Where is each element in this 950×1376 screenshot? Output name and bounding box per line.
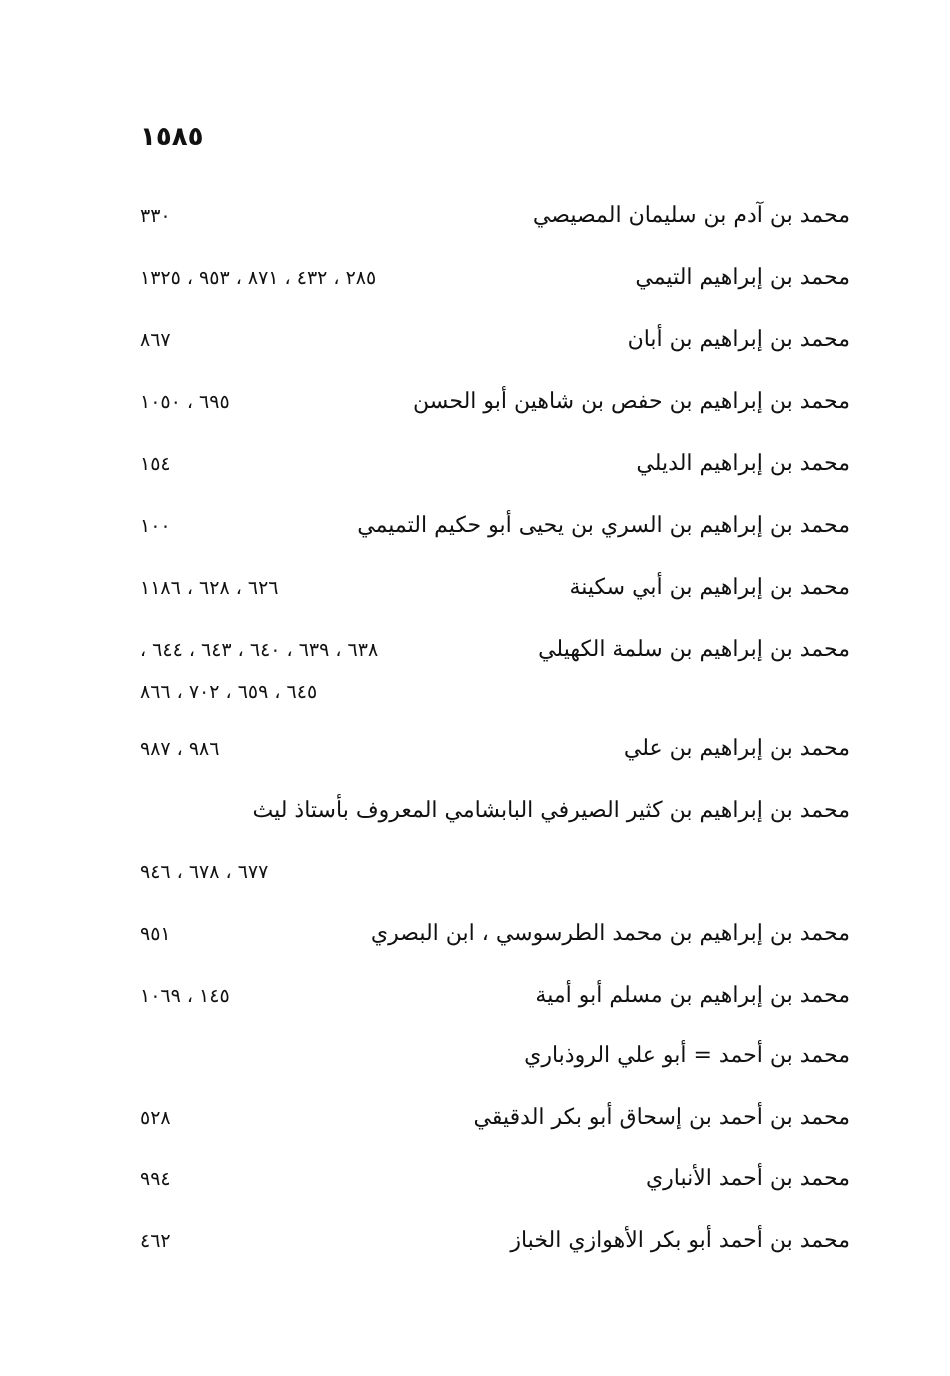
- entry-pages: ٨٦٧: [140, 329, 171, 351]
- entry-name: محمد بن إبراهيم الديلي: [636, 451, 850, 476]
- entry-pages: ٦٩٥ ، ١٠٥٠: [140, 391, 230, 413]
- entry-name: محمد بن إبراهيم بن كثير الصيرفي البابشامي المعروف بأستاذ ليث: [252, 798, 850, 823]
- entry-pages: ٤٦٢: [140, 1230, 171, 1252]
- entry-pages: ٥٢٨: [140, 1107, 171, 1129]
- entry-name: محمد بن أحمد أبو بكر الأهوازي الخباز: [510, 1228, 850, 1253]
- entry-name: محمد بن إبراهيم بن سلمة الكهيلي: [538, 637, 850, 662]
- entry-name: محمد بن إبراهيم بن السري بن يحيى أبو حكيم التميمي: [357, 513, 850, 538]
- entry-pages: ١٤٥ ، ١٠٦٩: [140, 985, 230, 1007]
- entry-name: محمد بن إبراهيم بن علي: [623, 736, 850, 761]
- entry-pages: ٩٥١: [140, 923, 171, 945]
- entry-name: محمد بن أحمد بن إسحاق أبو بكر الدقيقي: [473, 1105, 850, 1130]
- entry-pages: ٣٣٠: [140, 205, 171, 227]
- entry-pages-continued: ٦٤٥ ، ٦٥٩ ، ٧٠٢ ، ٨٦٦: [140, 681, 318, 703]
- entry-pages: ٦٣٨ ، ٦٣٩ ، ٦٤٠ ، ٦٤٣ ، ٦٤٤ ،: [140, 639, 379, 661]
- entry-pages-continued: ٦٧٧ ، ٦٧٨ ، ٩٤٦: [140, 861, 269, 883]
- page-number: ١٥٨٥: [140, 122, 204, 152]
- entry-name: محمد بن إبراهيم بن مسلم أبو أمية: [535, 983, 850, 1008]
- entry-pages: ٩٨٦ ، ٩٨٧: [140, 738, 220, 760]
- entry-name: محمد بن أحمد الأنباري: [645, 1166, 850, 1191]
- entry-pages: ١٠٠: [140, 515, 171, 537]
- entry-name: محمد بن إبراهيم بن محمد الطرسوسي ، ابن البصري: [370, 921, 850, 946]
- entry-name: محمد بن آدم بن سليمان المصيصي: [532, 203, 850, 228]
- entry-pages: ١٥٤: [140, 453, 171, 475]
- entry-name: محمد بن إبراهيم بن أبي سكينة: [569, 575, 850, 600]
- entry-name: محمد بن أحمد = أبو علي الروذباري: [524, 1043, 850, 1068]
- entry-name: محمد بن إبراهيم بن حفص بن شاهين أبو الحسن: [413, 389, 850, 414]
- entry-name: محمد بن إبراهيم التيمي: [635, 265, 850, 290]
- entry-pages: ٢٨٥ ، ٤٣٢ ، ٨٧١ ، ٩٥٣ ، ١٣٢٥: [140, 267, 377, 289]
- entry-name: محمد بن إبراهيم بن أبان: [627, 327, 850, 352]
- entry-pages: ٦٢٦ ، ٦٢٨ ، ١١٨٦: [140, 577, 279, 599]
- entry-pages: ٩٩٤: [140, 1168, 171, 1190]
